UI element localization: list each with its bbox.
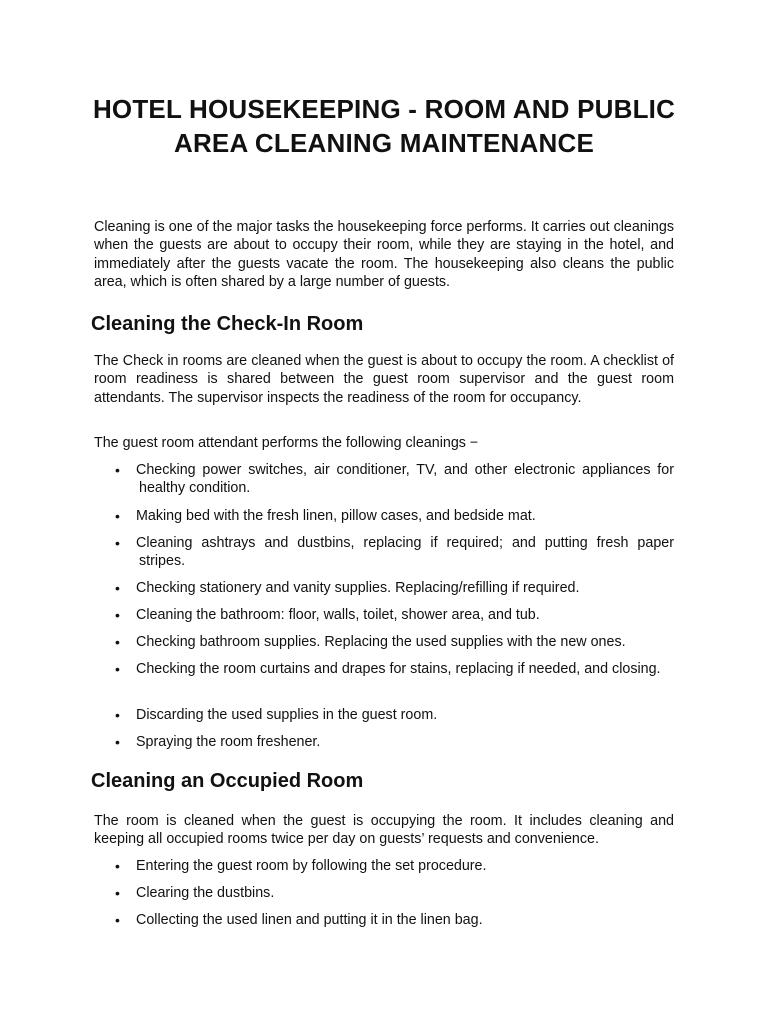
check-in-room-paragraph: The Check in rooms are cleaned when the guest is about to occupy the room. A checklist of room readiness is shared between the guest room supervisor and the guest room attendants. The supervisor inspects the readiness of the room for occupancy. [94,353,674,406]
section-heading-occupied-room: Cleaning an Occupied Room [91,770,364,792]
list-item-text: Checking bathroom supplies. Replacing the used supplies with the new ones. [136,634,626,650]
list-item [0,461,768,507]
list-item-text: Cleaning ashtrays and dustbins, replacing if required; and putting fresh paper stripes. [136,535,674,570]
bullet-icon: • [115,912,120,928]
list-item [0,534,768,579]
bullet-icon: • [115,858,120,874]
list-item [0,606,768,633]
list-item [0,507,768,534]
occupied-room-paragraph: The room is cleaned when the guest is occupying the room. It includes cleaning and keeping all occupied rooms twice per day on guests’ requests and convenience. [94,813,674,848]
bullet-icon: • [115,580,120,596]
list-item [0,857,768,884]
check-in-room-lead-in: The guest room attendant performs the following cleanings − [94,435,479,451]
list-item-text: Discarding the used supplies in the guest room. [136,707,438,723]
bullet-icon: • [115,885,120,901]
list-item-text: Spraying the room freshener. [136,734,321,750]
list-item-text: Collecting the used linen and putting it in the linen bag. [136,912,483,928]
bullet-icon: • [115,535,120,551]
bullet-icon: • [115,661,120,677]
list-item [0,911,768,938]
occupied-room-cleaning-list [0,857,768,938]
bullet-icon: • [115,462,120,478]
bullet-icon: • [115,508,120,524]
list-item-text: Checking stationery and vanity supplies. Replacing/refilling if required. [136,580,580,596]
bullet-icon: • [115,707,120,723]
section-heading-check-in-room: Cleaning the Check-In Room [91,313,364,335]
list-item-text: Entering the guest room by following the set procedure. [136,858,487,874]
list-item [0,706,768,733]
list-item-text: Checking power switches, air conditioner, TV, and other electronic appliances for healthy condition. [136,462,674,497]
bullet-icon: • [115,607,120,623]
list-item [0,579,768,606]
list-item-text: Making bed with the fresh linen, pillow cases, and bedside mat. [136,508,536,524]
list-item-text: Checking the room curtains and drapes for stains, replacing if needed, and closing. [136,661,661,677]
bullet-icon: • [115,734,120,750]
list-item [0,733,768,760]
list-item [0,633,768,660]
list-item-text: Cleaning the bathroom: floor, walls, toilet, shower area, and tub. [136,607,540,623]
bullet-icon: • [115,634,120,650]
list-item [0,660,768,706]
document-title: HOTEL HOUSEKEEPING - ROOM AND PUBLIC AREA CLEANING MAINTENANCE [92,94,676,158]
intro-paragraph: Cleaning is one of the major tasks the housekeeping force performs. It carries out cleanings when the guests are about to occupy their room, while they are staying in the hotel, and immediately after the guests vacate the room. The housekeeping also cleans the public area, which is often shared by a large number of guests. [94,219,674,291]
list-item-text: Clearing the dustbins. [136,885,275,901]
check-in-room-cleaning-list [0,461,768,760]
list-item [0,884,768,911]
